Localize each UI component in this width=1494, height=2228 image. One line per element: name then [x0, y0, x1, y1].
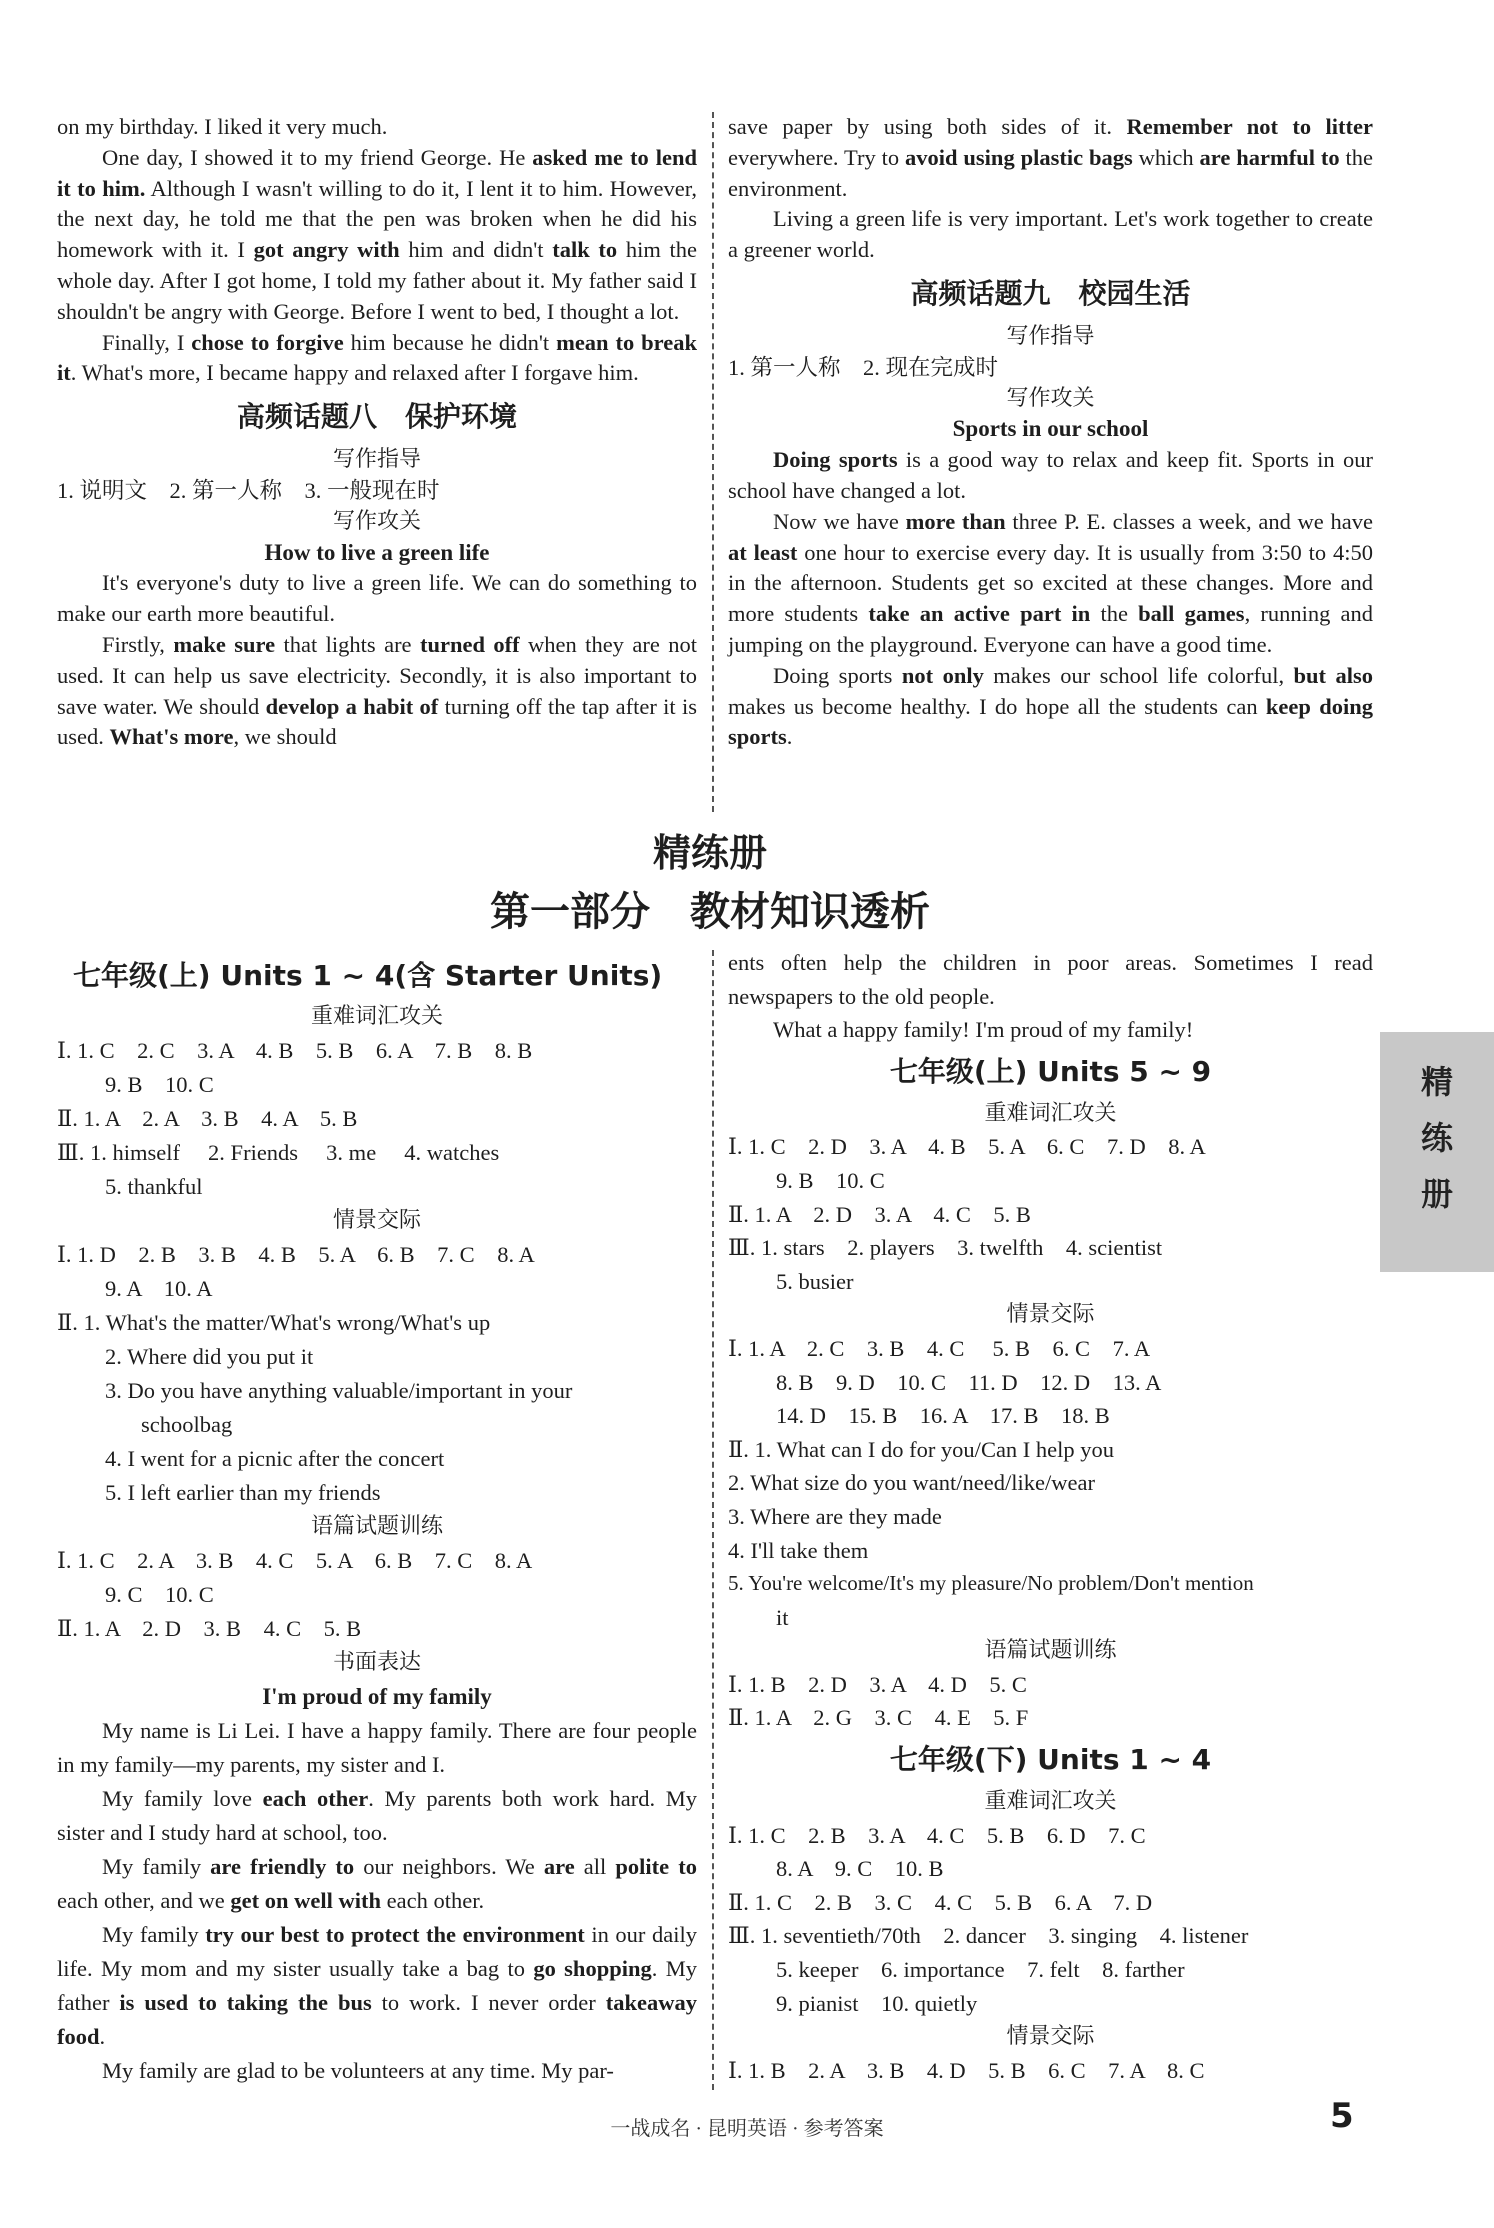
answer-line: 8. B 9. D 10. C 11. D 12. D 13. A: [776, 1369, 1162, 1395]
paragraph: What a happy family! I'm proud of my family!: [773, 1017, 1194, 1043]
guide-label: 写作指导: [1006, 323, 1095, 349]
paragraph: It's everyone's duty to live a green life. We can do something to make our earth more beautiful.: [57, 570, 697, 627]
essay-title: I'm proud of my family: [262, 1684, 492, 1709]
section-label: 语篇试题训练: [984, 1638, 1117, 1664]
answer-line: 4. I'll take them: [728, 1537, 869, 1563]
answer-line: schoolbag: [141, 1412, 233, 1437]
answer-line: Ⅱ. 1. What's the matter/What's wrong/What's up: [57, 1310, 491, 1335]
paragraph: My family try our best to protect the environment in our daily life. My mom and my sister usually take a bag to go shopping. My father is used to taking the bus to work. I never order takeaway food.: [57, 1922, 697, 2049]
section-label: 重难词汇攻关: [984, 1789, 1117, 1815]
answer-line: 2. Where did you put it: [105, 1344, 314, 1369]
right-answer-column: [728, 946, 1373, 2087]
answer-line: 9. B 10. C: [776, 1167, 885, 1193]
section-label: 书面表达: [332, 1650, 421, 1675]
section-label: 重难词汇攻关: [310, 1004, 443, 1029]
guide-text: 1. 第一人称 2. 现在完成时: [728, 354, 999, 380]
topic-heading: 高频话题八 保护环境: [236, 400, 517, 434]
paragraph: Firstly, make sure that lights are turned off when they are not used. It can help us save electricity. Secondly, it is also important to save water. We should develop a habit of turning off the tap after it is used. What's more, we should: [57, 631, 697, 750]
part-title: 第一部分 教材知识透析: [490, 889, 930, 935]
answer-line: 3. Where are they made: [728, 1503, 942, 1529]
answer-line: 2. What size do you want/need/like/wear: [728, 1470, 1095, 1496]
answer-line: Ⅰ. 1. C 2. C 3. A 4. B 5. B 6. A 7. B 8. B: [57, 1038, 533, 1063]
answer-line: 9. pianist 10. quietly: [776, 1990, 978, 2016]
answer-line: 9. C 10. C: [105, 1582, 214, 1607]
section-label: 情景交际: [332, 1208, 421, 1233]
essay-title: How to live a green life: [264, 539, 490, 565]
side-tab-char: 精: [1420, 1063, 1453, 1101]
answer-line: Ⅲ. 1. himself 2. Friends 3. me 4. watches: [57, 1140, 500, 1165]
answer-line: 9. A 10. A: [105, 1276, 213, 1301]
paragraph: Doing sports is a good way to relax and keep fit. Sports in our school have changed a lot.: [728, 447, 1373, 503]
left-answer-column: [57, 952, 697, 2088]
answer-line: 5. You're welcome/It's my pleasure/No problem/Don't mention: [728, 1571, 1254, 1596]
answer-line: Ⅲ. 1. seventieth/70th 2. dancer 3. singing 4. listener: [728, 1923, 1249, 1949]
paragraph: My family are friendly to our neighbors. We are all polite to each other, and we get on well with each other.: [57, 1854, 697, 1913]
answer-line: 5. keeper 6. importance 7. felt 8. farther: [776, 1957, 1185, 1983]
section-label: 情景交际: [1006, 1302, 1095, 1328]
paragraph: Living a green life is very important. Let's work together to create a greener world.: [728, 206, 1373, 263]
answer-line: it: [776, 1604, 789, 1630]
answer-line: 8. A 9. C 10. B: [776, 1856, 944, 1882]
answer-line: Ⅰ. 1. B 2. D 3. A 4. D 5. C: [728, 1671, 1027, 1697]
attack-label: 写作攻关: [332, 508, 421, 534]
top-right-column: [728, 112, 1373, 753]
grade-title: 七年级(下) Units 1 ~ 4: [889, 1743, 1212, 1777]
answer-line: 5. thankful: [105, 1174, 203, 1199]
page-number: 5: [1330, 2096, 1354, 2136]
side-tab-char: 册: [1420, 1175, 1453, 1213]
answer-line: Ⅱ. 1. A 2. A 3. B 4. A 5. B: [57, 1106, 358, 1131]
paragraph: on my birthday. I liked it very much.: [57, 114, 388, 139]
section-label: 情景交际: [1006, 2024, 1095, 2050]
side-tab: [1380, 1032, 1494, 1272]
top-left-column: [57, 112, 697, 753]
answer-line: Ⅱ. 1. What can I do for you/Can I help you: [728, 1436, 1115, 1462]
topic-heading: 高频话题九 校园生活: [910, 276, 1191, 310]
paragraph: Now we have more than three P. E. classes a week, and we have at least one hour to exercise every day. It is usually from 3:50 to 4:50 in the afternoon. Students get so excited at these changes. More and more students take an active part in the ball games, running and jumping on the playground. Everyone can have a good time.: [728, 508, 1374, 657]
answer-line: 5. I left earlier than my friends: [105, 1480, 381, 1505]
essay-title: Sports in our school: [952, 416, 1149, 442]
answer-line: Ⅰ. 1. D 2. B 3. B 4. B 5. A 6. B 7. C 8. A: [57, 1242, 535, 1267]
answer-line: Ⅱ. 1. C 2. B 3. C 4. C 5. B 6. A 7. D: [728, 1889, 1153, 1915]
attack-label: 写作攻关: [1006, 385, 1095, 411]
answer-line: Ⅱ. 1. A 2. G 3. C 4. E 5. F: [728, 1705, 1029, 1731]
column-divider-bottom: [712, 950, 714, 2090]
paragraph: One day, I showed it to my friend George. He asked me to lend it to him. Although I wasn't willing to do it, I lent it to him. However, the next day, he told me that the pen was broken when he did his homework with it. I got angry with him and didn't talk to him the whole day. After I got home, I told my father about it. My father said I shouldn't be angry with George. Before I went to bed, I thought a lot.: [57, 144, 698, 324]
grade-title: 七年级(上) Units 5 ~ 9: [889, 1054, 1212, 1088]
answer-line: Ⅰ. 1. C 2. B 3. A 4. C 5. B 6. D 7. C: [728, 1822, 1146, 1848]
answer-line: 14. D 15. B 16. A 17. B 18. B: [776, 1403, 1110, 1429]
answer-line: Ⅰ. 1. A 2. C 3. B 4. C 5. B 6. C 7. A: [728, 1335, 1151, 1361]
answer-line: 4. I went for a picnic after the concert: [105, 1446, 445, 1471]
side-tab-char: 练: [1420, 1119, 1453, 1157]
answer-line: Ⅱ. 1. A 2. D 3. B 4. C 5. B: [57, 1616, 362, 1641]
column-divider-top: [712, 112, 714, 812]
paragraph: My family are glad to be volunteers at any time. My par-: [102, 2058, 614, 2083]
section-label: 重难词汇攻关: [984, 1100, 1117, 1126]
paragraph: Finally, I chose to forgive him because he didn't mean to break it. What's more, I became happy and relaxed after I forgave him.: [57, 329, 697, 386]
guide-label: 写作指导: [332, 447, 421, 473]
paragraph: My name is Li Lei. I have a happy family. There are four people in my family—my parents, my sister and I.: [57, 1718, 697, 1777]
answer-line: Ⅲ. 1. stars 2. players 3. twelfth 4. scientist: [728, 1235, 1163, 1261]
answer-line: 5. busier: [776, 1268, 854, 1294]
book-title: 精练册: [652, 831, 767, 875]
answer-line: Ⅰ. 1. C 2. A 3. B 4. C 5. A 6. B 7. C 8. A: [57, 1548, 533, 1573]
answer-line: 3. Do you have anything valuable/important in your: [105, 1378, 573, 1403]
answer-line: Ⅰ. 1. C 2. D 3. A 4. B 5. A 6. C 7. D 8. A: [728, 1134, 1206, 1160]
grade-title: 七年级(上) Units 1 ~ 4(含 Starter Units): [73, 959, 663, 992]
paragraph: My family love each other. My parents both work hard. My sister and I study hard at school, too.: [57, 1786, 698, 1845]
paragraph: save paper by using both sides of it. Remember not to litter everywhere. Try to avoid using plastic bags which are harmful to the environment.: [728, 114, 1374, 201]
paragraph: Doing sports not only makes our school life colorful, but also makes us become healthy. I do hope all the students can keep doing sports.: [728, 662, 1373, 750]
section-label: 语篇试题训练: [310, 1514, 443, 1539]
answer-line: 9. B 10. C: [105, 1072, 214, 1097]
guide-text: 1. 说明文 2. 第一人称 3. 一般现在时: [57, 477, 440, 503]
footer-text: 一战成名 · 昆明英语 · 参考答案: [610, 2118, 884, 2140]
paragraph: ents often help the children in poor areas. Sometimes I read newspapers to the old people.: [728, 950, 1373, 1009]
answer-line: Ⅰ. 1. B 2. A 3. B 4. D 5. B 6. C 7. A 8. C: [728, 2057, 1205, 2083]
answer-line: Ⅱ. 1. A 2. D 3. A 4. C 5. B: [728, 1201, 1031, 1227]
